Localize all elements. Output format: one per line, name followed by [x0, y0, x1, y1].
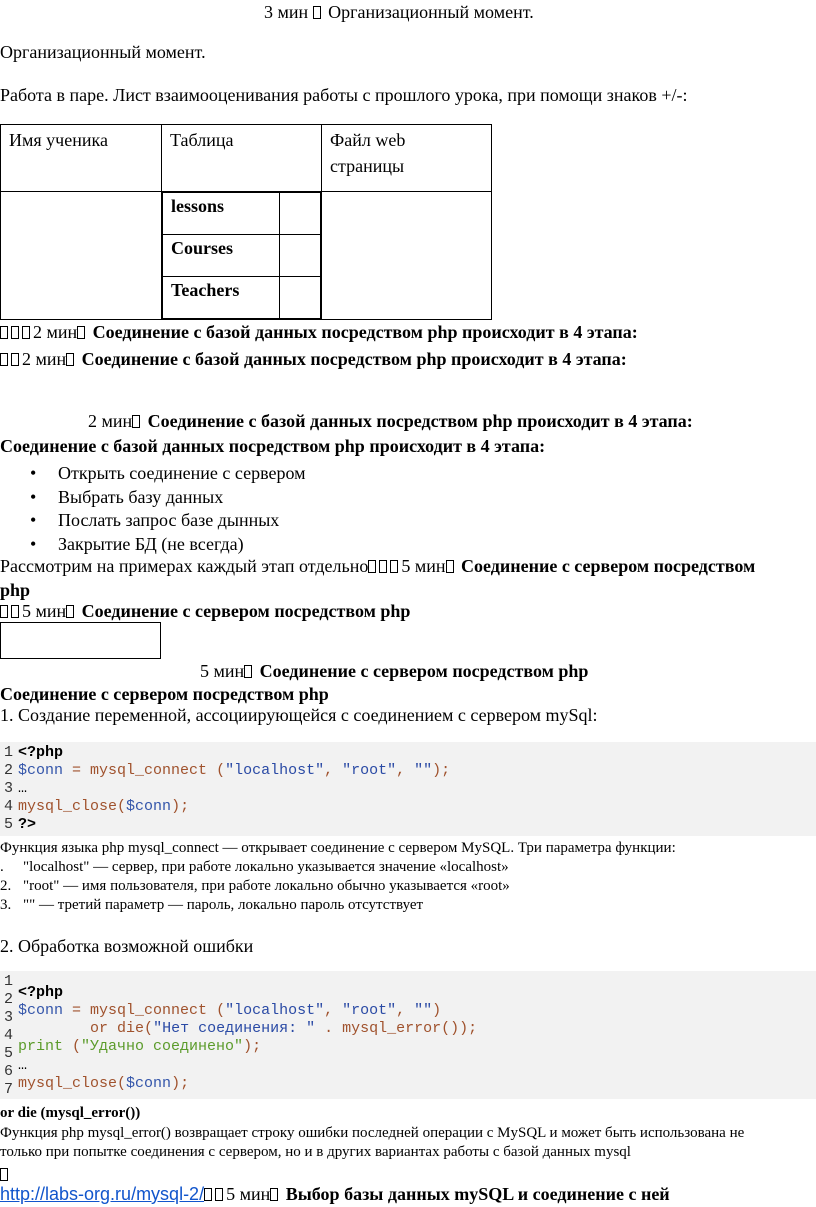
code-block-1: 1 2 3 4 5 <?php $conn = mysql_connect ("localhost", "root", ""); … mysql_close($conn); ?> — [0, 742, 816, 836]
code-line: or die("Нет соединения: " . mysql_error()); — [90, 1020, 478, 1037]
missing-glyph-icon — [11, 326, 19, 339]
step2-line: 2. Обработка возможной ошибки — [0, 936, 254, 956]
explain2-line1: Функция php mysql_error() возвращает строку ошибки последней операции с MySQL и может быть использована не — [0, 1125, 745, 1141]
server-heading: Соединение с сервером посредством php — [0, 684, 329, 704]
list-item: • Открыть соединение с сервером — [58, 462, 306, 486]
list-item: • Послать запрос базе дынных — [58, 509, 306, 533]
missing-glyph-icon — [0, 1168, 8, 1181]
code-line: <?php — [18, 744, 64, 761]
explain2-line2: только при попытке соединения с сервером, но и в других вариантах работы с базой данных mysql — [0, 1144, 631, 1160]
missing-glyph-icon — [66, 605, 74, 618]
list-item: 2. "root" — имя пользователя, при работе локально обычно указывается «root» — [0, 878, 510, 894]
table-row-teachers: Teachers — [163, 277, 280, 319]
page-header — [264, 2, 534, 23]
tables-list — [162, 192, 321, 319]
consider-line: Рассмотрим на примерах каждый этап отдельно 5 мин Соединение с сервером посредством — [0, 556, 756, 576]
footer-heading: Выбор базы данных mySQL и соединение с ней — [285, 1184, 670, 1204]
code-line: $conn = mysql_connect ("localhost", "root", ""); — [18, 762, 451, 779]
missing-glyph-icon — [0, 353, 8, 366]
code-line: $conn = mysql_connect ("localhost", "root", "") — [18, 1002, 442, 1019]
header-title: Организационный момент. — [328, 2, 534, 22]
grade-cell[interactable] — [280, 235, 321, 277]
code-line: … — [18, 780, 28, 797]
header-file-line2: страницы — [330, 156, 405, 176]
db-heading-repeat-1: 2 мин Соединение с базой данных посредством php происходит в 4 этапа: — [0, 322, 638, 343]
list-item: . "localhost" — сервер, при работе локально указывается значение «localhost» — [0, 859, 509, 875]
table-row-lessons: lessons — [163, 193, 280, 235]
missing-glyph-icon — [368, 560, 376, 573]
empty-frame — [0, 622, 161, 659]
intro-line-1: Организационный момент. — [0, 42, 206, 62]
missing-glyph-icon — [66, 353, 74, 366]
missing-glyph-icon — [22, 326, 30, 339]
code-line: … — [18, 1057, 28, 1074]
grade-cell[interactable] — [280, 193, 321, 235]
header-time: 3 мин — [264, 2, 309, 22]
missing-glyph-line — [0, 1164, 11, 1185]
grade-table — [0, 124, 492, 320]
code-line: ?> — [18, 816, 37, 833]
db-steps-list — [58, 462, 306, 556]
missing-glyph-icon — [0, 326, 8, 339]
code-line: mysql_close($conn); — [18, 1075, 190, 1092]
missing-glyph-icon — [379, 560, 387, 573]
code-line: print ("Удачно соединено"); — [18, 1038, 262, 1055]
missing-glyph-icon — [215, 1188, 223, 1201]
list-item: • Закрытие БД (не всегда) — [58, 533, 306, 557]
missing-glyph-icon — [204, 1188, 212, 1201]
grade-cell[interactable] — [280, 277, 321, 319]
missing-glyph-icon — [77, 326, 85, 339]
missing-glyph-icon — [244, 665, 252, 678]
missing-glyph-icon — [0, 605, 8, 618]
header-file-line1: Файл web — [330, 130, 406, 150]
missing-glyph-icon — [270, 1188, 278, 1201]
or-die-heading: or die (mysql_error()) — [0, 1105, 141, 1121]
table-row-courses: Courses — [163, 235, 280, 277]
step1-line: 1. Создание переменной, ассоциирующейся с соединением с сервером mySql: — [0, 705, 598, 725]
explain1-intro: Функция языка php mysql_connect — открывает соединение с сервером MySQL. Три параметра функции: — [0, 840, 676, 856]
code-block-2: 1 2 3 4 5 6 7 <?php $conn = mysql_connect ("localhost", "root", "") or die("Нет соединения: " . mysql_error()); print ("Удачно соединено"); … mysql_close($conn); — [0, 971, 816, 1099]
footer-line: http://labs-org.ru/mysql-2/ 5 мин Выбор базы данных mySQL и соединение с ней — [0, 1184, 670, 1204]
db-heading-repeat-2: 2 мин Соединение с базой данных посредством php происходит в 4 этапа: — [0, 349, 627, 370]
missing-glyph-icon — [446, 560, 454, 573]
header-file — [322, 125, 491, 181]
header-table: Таблица — [170, 130, 234, 150]
missing-glyph-icon — [313, 6, 321, 19]
intro-line-2: Работа в паре. Лист взаимооценивания работы с прошлого урока, при помощи знаков +/-: — [0, 85, 688, 105]
code-line: <?php — [18, 984, 64, 1001]
consider-line-php: php — [0, 580, 31, 600]
missing-glyph-icon — [11, 353, 19, 366]
server-heading-repeat: 5 мин Соединение с сервером посредством php — [0, 601, 410, 622]
server-heading-centered: 5 мин Соединение с сервером посредством php — [200, 661, 589, 681]
code-line: mysql_close($conn); — [18, 798, 190, 815]
missing-glyph-icon — [11, 605, 19, 618]
list-item: • Выбрать базу данных — [58, 486, 306, 510]
missing-glyph-icon — [390, 560, 398, 573]
missing-glyph-icon — [132, 415, 140, 428]
db-heading: Соединение с базой данных посредством php происходит в 4 этапа: — [0, 436, 546, 456]
db-heading-centered: 2 мин Соединение с базой данных посредством php происходит в 4 этапа: — [88, 411, 693, 431]
header-student: Имя ученика — [9, 130, 108, 150]
labs-org-link[interactable]: http://labs-org.ru/mysql-2/ — [0, 1184, 205, 1204]
list-item: 3. "" — третий параметр — пароль, локально пароль отсутствует — [0, 897, 424, 913]
